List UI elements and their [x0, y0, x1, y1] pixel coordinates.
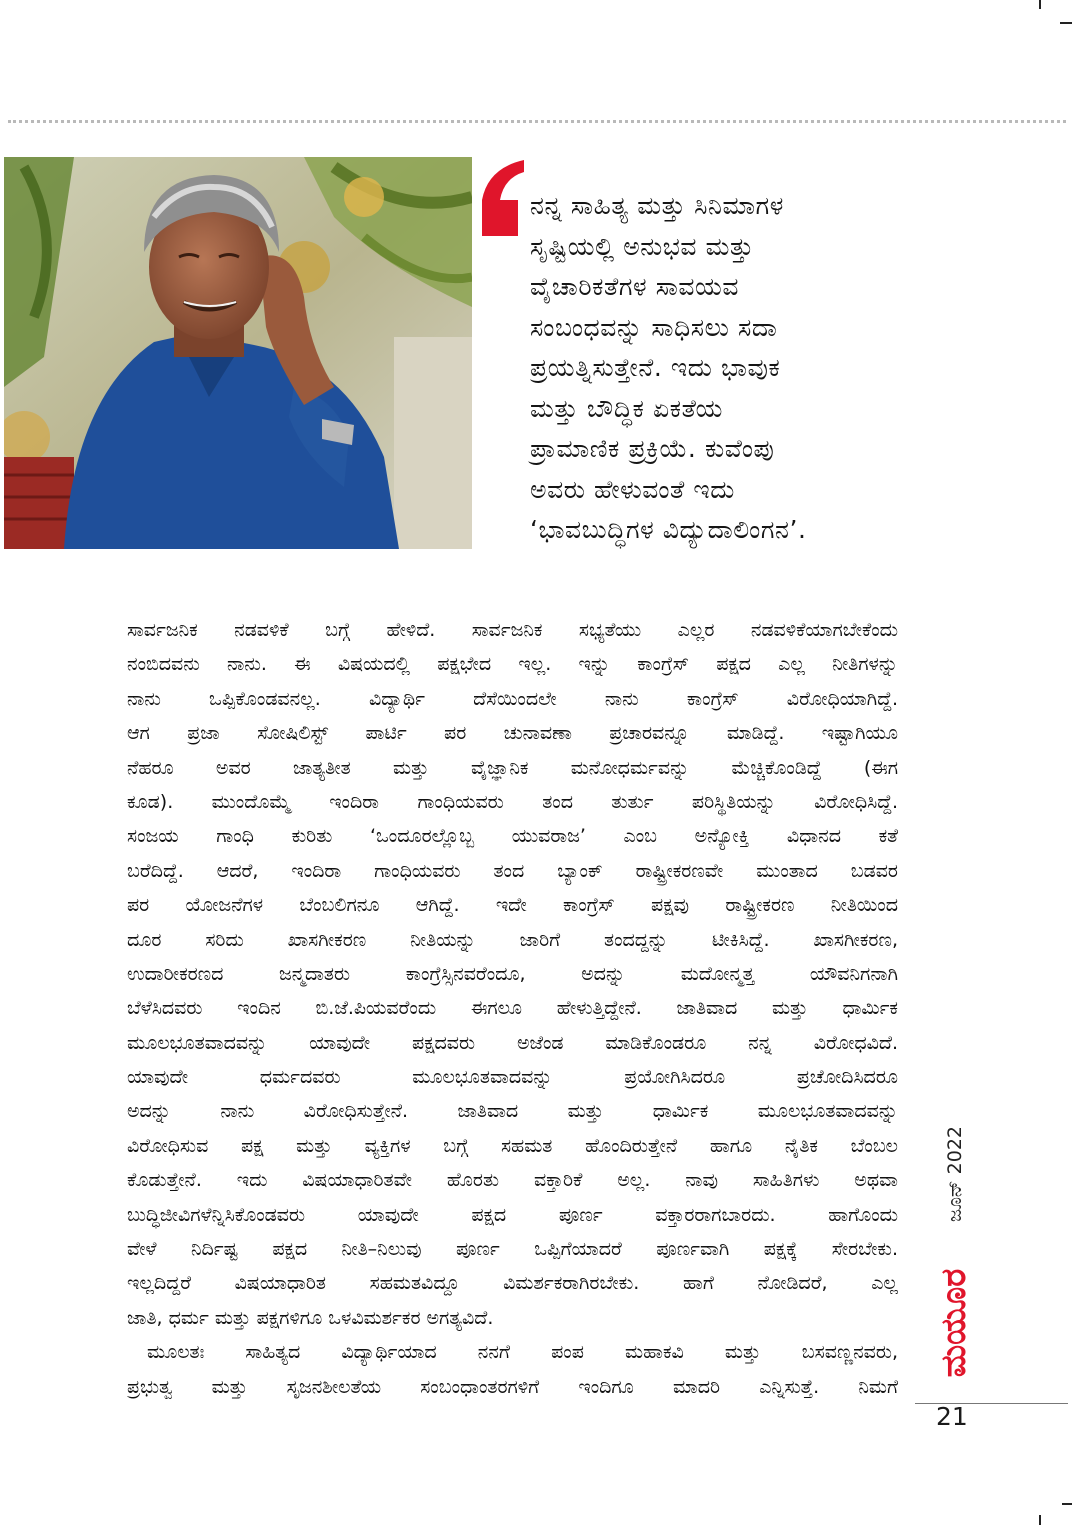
crop-mark — [1039, 1515, 1041, 1525]
body-line: ಯಾವುದೇ ಧರ್ಮದವರು ಮೂಲಭೂತವಾದವನ್ನು ಪ್ರಯೋಗಿಸಿದರೂ ಪ್ರಚೋದಿಸಿದರೂ — [127, 1066, 898, 1089]
pull-quote-line: ಪ್ರಯತ್ನಿಸುತ್ತೇನೆ. ಇದು ಭಾವುಕ — [530, 353, 781, 382]
body-line: ನಂಬಿದವನು ನಾನು. ಈ ವಿಷಯದಲ್ಲಿ ಪಕ್ಷಭೇದ ಇಲ್ಲ. ಇನ್ನು ಕಾಂಗ್ರೆಸ್ ಪಕ್ಷದ ಎಲ್ಲ ನೀತಿಗಳನ್ನು — [127, 653, 898, 676]
body-line: ಆಗ ಪ್ರಜಾ ಸೋಷಿಲಿಸ್ಟ್ ಪಾರ್ಟಿ ಪರ ಚುನಾವಣಾ ಪ್ರಚಾರವನ್ನೂ ಮಾಡಿದ್ದೆ. ಇಷ್ಟಾಗಿಯೂ — [127, 722, 898, 745]
body-line: ಪ್ರಭುತ್ವ ಮತ್ತು ಸೃಜನಶೀಲತೆಯ ಸಂಬಂಧಾಂತರಗಳಿಗೆ ಇಂದಿಗೂ ಮಾದರಿ ಎನ್ನಿಸುತ್ತೆ. ನಿಮಗೆ — [127, 1375, 898, 1398]
body-line: ಸಾರ್ವಜನಿಕ ನಡವಳಿಕೆ ಬಗ್ಗೆ ಹೇಳಿದೆ. ಸಾರ್ವಜನಿಕ ಸಭ್ಯತೆಯು ಎಲ್ಲರ ನಡವಳಿಕೆಯಾಗಬೇಕೆಂದು — [127, 619, 898, 641]
body-line: ಜಾತಿ, ಧರ್ಮ ಮತ್ತು ಪಕ್ಷಗಳಿಗೂ ಒಳವಿಮರ್ಶಕರ ಅಗತ್ಯವಿದೆ. — [127, 1306, 494, 1329]
issue-date-text: ಜೂನ್ 2022 — [944, 1125, 966, 1223]
pull-quote-line: ನನ್ನ ಸಾಹಿತ್ಯ ಮತ್ತು ಸಿನಿಮಾಗಳ — [530, 191, 784, 220]
pull-quote-line: ‘ಭಾವಬುದ್ಧಿಗಳ ವಿದ್ಯುದಾಲಿಂಗನ’. — [530, 515, 807, 544]
quote-mark-icon — [478, 160, 524, 236]
pull-quote-line: ಸಂಬಂಧವನ್ನು ಸಾಧಿಸಲು ಸದಾ — [530, 312, 778, 342]
crop-mark — [1039, 0, 1041, 9]
body-line: ವೇಳೆ ನಿರ್ದಿಷ್ಟ ಪಕ್ಷದ ನೀತಿ–ನಿಲುವು ಪೂರ್ಣ ಒಪ್ಪಿಗೆಯಾದರೆ ಪೂರ್ಣವಾಗಿ ಪಕ್ಷಕ್ಕೆ ಸೇರಬೇಕು. — [127, 1238, 898, 1261]
body-line: ಅದನ್ನು ನಾನು ವಿರೋಧಿಸುತ್ತೇನೆ. ಜಾತಿವಾದ ಮತ್ತು ಧಾರ್ಮಿಕ ಮೂಲಭೂತವಾದವನ್ನು — [127, 1100, 898, 1123]
body-line: ಸಂಜಯ ಗಾಂಧಿ ಕುರಿತು ‘ಒಂದೂರಲ್ಲೊಬ್ಬ ಯುವರಾಜ’ ಎಂಬ ಅನ್ಯೋಕ್ತಿ ವಿಧಾನದ ಕತೆ — [127, 825, 898, 848]
dotted-divider — [8, 120, 1066, 123]
pull-quote — [530, 186, 890, 551]
body-line: ಬೆಳೆಸಿದವರು ಇಂದಿನ ಬಿ.ಜೆ.ಪಿಯವರೆಂದು ಈಗಲೂ ಹೇಳುತ್ತಿದ್ದೇನೆ. ಜಾತಿವಾದ ಮತ್ತು ಧಾರ್ಮಿಕ — [127, 997, 898, 1020]
body-line: ಮೂಲಭೂತವಾದವನ್ನು ಯಾವುದೇ ಪಕ್ಷದವರು ಅಜೆಂಡ ಮಾಡಿಕೊಂಡರೂ ನನ್ನ ವಿರೋಧವಿದೆ. — [127, 1031, 898, 1054]
page-number: 21 — [936, 1402, 968, 1431]
author-photo — [4, 157, 472, 549]
article-body — [127, 613, 898, 1404]
body-line: ದೂರ ಸರಿದು ಖಾಸಗೀಕರಣ ನೀತಿಯನ್ನು ಜಾರಿಗೆ ತಂದದ್ದನ್ನು ಟೀಕಿಸಿದ್ದೆ. ಖಾಸಗೀಕರಣ, — [127, 928, 898, 951]
body-line: ಪರ ಯೋಜನೆಗಳ ಬೆಂಬಲಿಗನೂ ಆಗಿದ್ದೆ. ಇದೇ ಕಾಂಗ್ರೆಸ್ ಪಕ್ಷವು ರಾಷ್ಟ್ರೀಕರಣ ನೀತಿಯಿಂದ — [127, 894, 898, 917]
body-line: ಬರೆದಿದ್ದೆ. ಆದರೆ, ಇಂದಿರಾ ಗಾಂಧಿಯವರು ತಂದ ಬ್ಯಾಂಕ್ ರಾಷ್ಟ್ರೀಕರಣವೇ ಮುಂತಾದ ಬಡವರ — [127, 859, 898, 882]
body-line: ಕೊಡುತ್ತೇನೆ. ಇದು ವಿಷಯಾಧಾರಿತವೇ ಹೊರತು ವಕ್ತಾರಿಕೆ ಅಲ್ಲ. ನಾವು ಸಾಹಿತಿಗಳು ಅಥವಾ — [127, 1169, 898, 1192]
masthead-text: ಮಯೂರ — [934, 1268, 974, 1378]
pull-quote-line: ವೈಚಾರಿಕತೆಗಳ ಸಾವಯವ — [530, 272, 740, 301]
crop-mark — [1060, 22, 1072, 24]
magazine-masthead — [934, 1253, 974, 1393]
body-line: ಬುದ್ಧಿಜೀವಿಗಳೆನ್ನಿಸಿಕೊಂಡವರು ಯಾವುದೇ ಪಕ್ಷದ ಪೂರ್ಣ ವಕ್ತಾರರಾಗಬಾರದು. ಹಾಗೊಂದು — [127, 1203, 898, 1226]
body-line: ನಾನು ಒಪ್ಪಿಕೊಂಡವನಲ್ಲ. ವಿದ್ಯಾರ್ಥಿ ದೆಸೆಯಿಂದಲೇ ನಾನು ಕಾಂಗ್ರೆಸ್ ವಿರೋಧಿಯಾಗಿದ್ದೆ. — [127, 687, 898, 710]
issue-date — [940, 1114, 970, 1234]
pull-quote-line: ಪ್ರಾಮಾಣಿಕ ಪ್ರಕ್ರಿಯೆ. ಕುವೆಂಪು — [530, 434, 775, 463]
pull-quote-line: ಮತ್ತು ಬೌದ್ಧಿಕ ಏಕತೆಯ — [530, 393, 723, 423]
body-line: ನೆಹರೂ ಅವರ ಜಾತ್ಯತೀತ ಮತ್ತು ವೈಜ್ಞಾನಿಕ ಮನೋಧರ್ಮವನ್ನು ಮೆಚ್ಚಿಕೊಂಡಿದ್ದೆ (ಈಗ — [127, 756, 898, 779]
pull-quote-line: ಅವರು ಹೇಳುವಂತೆ ಇದು — [530, 474, 735, 504]
pull-quote-line: ಸೃಷ್ಟಿಯಲ್ಲಿ ಅನುಭವ ಮತ್ತು — [530, 231, 754, 261]
crop-mark — [1062, 1503, 1072, 1505]
body-line: ಕೂಡ). ಮುಂದೊಮ್ಮೆ ಇಂದಿರಾ ಗಾಂಧಿಯವರು ತಂದ ತುರ್ತು ಪರಿಸ್ಥಿತಿಯನ್ನು ವಿರೋಧಿಸಿದ್ದೆ. — [127, 790, 898, 813]
body-line: ಉದಾರೀಕರಣದ ಜನ್ಮದಾತರು ಕಾಂಗ್ರೆಸ್ಸಿನವರೆಂದೂ, ಅದನ್ನು ಮದೋನ್ಮತ್ತ ಯೌವನಿಗನಾಗಿ — [127, 962, 898, 985]
body-line: ವಿರೋಧಿಸುವ ಪಕ್ಷ ಮತ್ತು ವ್ಯಕ್ತಿಗಳ ಬಗ್ಗೆ ಸಹಮತ ಹೊಂದಿರುತ್ತೇನೆ ಹಾಗೂ ನೈತಿಕ ಬೆಂಬಲ — [127, 1134, 898, 1157]
body-line: ಇಲ್ಲದಿದ್ದರೆ ವಿಷಯಾಧಾರಿತ ಸಹಮತವಿದ್ದೂ ವಿಮರ್ಶಕರಾಗಿರಬೇಕು. ಹಾಗೆ ನೋಡಿದರೆ, ಎಲ್ಲ — [127, 1272, 898, 1295]
body-line: ಮೂಲತಃ ಸಾಹಿತ್ಯದ ವಿದ್ಯಾರ್ಥಿಯಾದ ನನಗೆ ಪಂಪ ಮಹಾಕವಿ ಮತ್ತು ಬಸವಣ್ಣನವರು, — [147, 1341, 898, 1364]
